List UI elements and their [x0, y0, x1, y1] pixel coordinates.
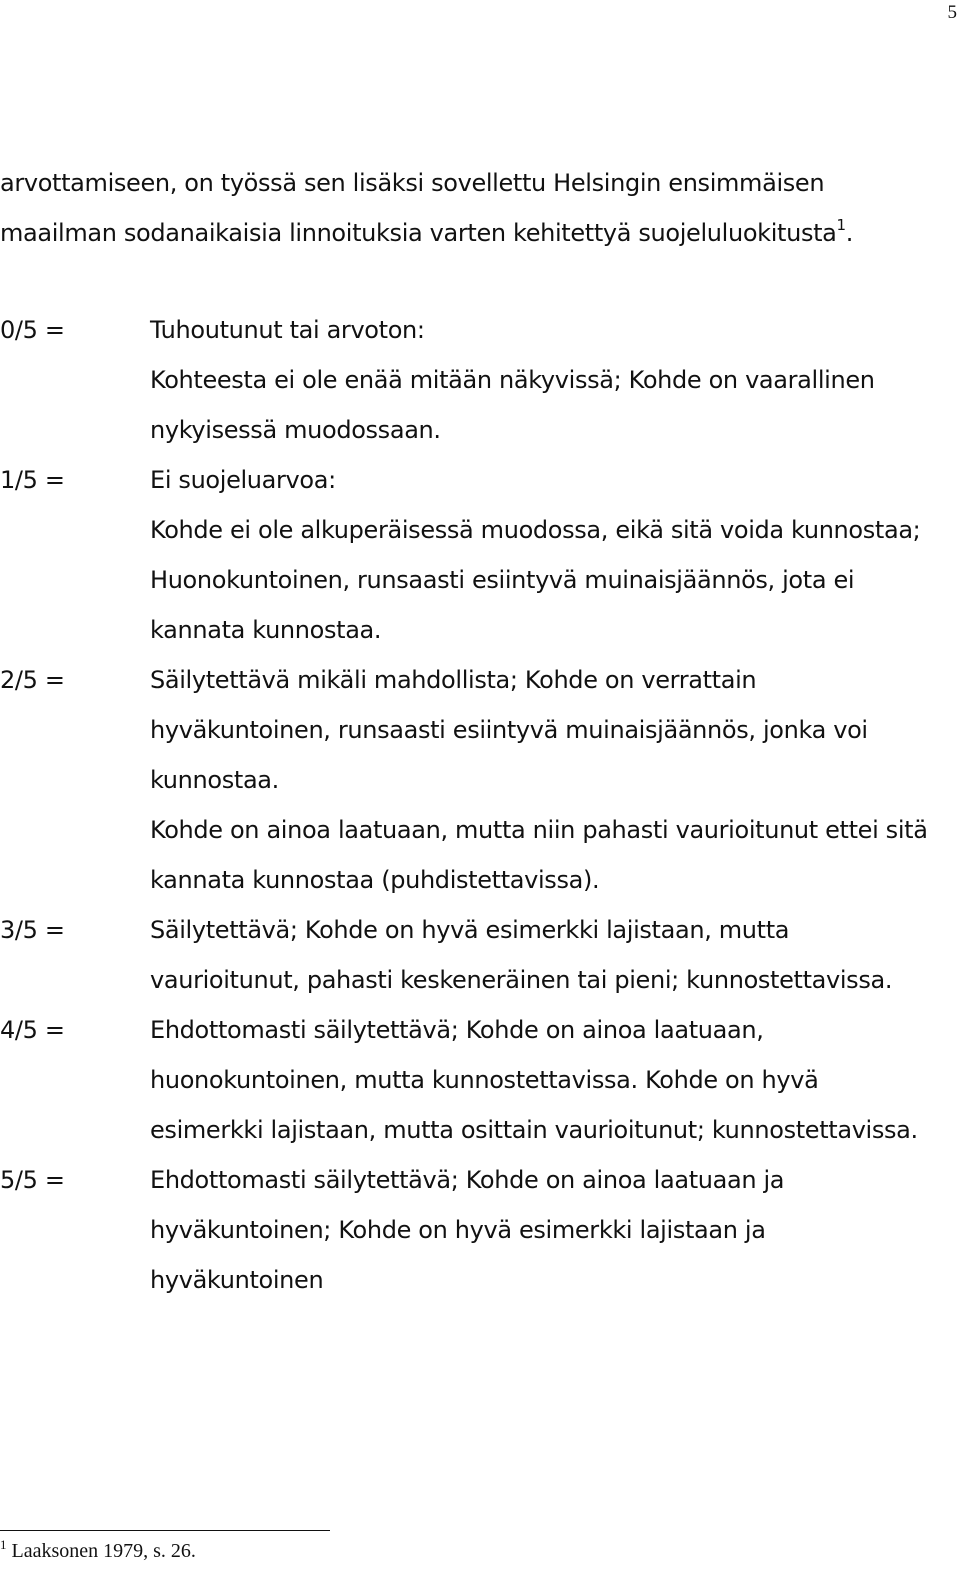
scale-entry-key: 5/5 = — [0, 1166, 65, 1194]
scale-entry-line: Kohde on ainoa laatuaan, mutta niin pahasti vaurioitunut ettei sitä — [150, 816, 928, 844]
intro-paragraph — [0, 158, 950, 258]
scale-entry-line: nykyisessä muodossaan. — [150, 416, 441, 444]
page-number: 5 — [947, 2, 957, 23]
scale-entry — [0, 305, 960, 455]
scale-entry — [0, 655, 960, 905]
scale-entry — [0, 455, 960, 655]
scale-entry-line: huonokuntoinen, mutta kunnostettavissa. Kohde on hyvä — [150, 1066, 819, 1094]
intro-line-end: . — [845, 219, 853, 247]
scale-entry-line: kannata kunnostaa. — [150, 616, 382, 644]
scale-entry-key: 3/5 = — [0, 916, 65, 944]
scale-entry-line: vaurioitunut, pahasti keskeneräinen tai pieni; kunnostettavissa. — [150, 966, 893, 994]
footnote-marker: 1 — [0, 1537, 7, 1552]
protection-scale-list — [0, 305, 960, 1305]
intro-line — [0, 208, 950, 258]
scale-entry-description — [150, 305, 960, 455]
scale-entry-line: Kohteesta ei ole enää mitään näkyvissä; Kohde on vaarallinen — [150, 366, 875, 394]
scale-entry-description — [150, 905, 960, 1005]
scale-entry-line: esimerkki lajistaan, mutta osittain vaurioitunut; kunnostettavissa. — [150, 1116, 918, 1144]
scale-entry — [0, 1005, 960, 1155]
scale-entry-key: 4/5 = — [0, 1016, 65, 1044]
intro-line: arvottamiseen, on työssä sen lisäksi sovellettu Helsingin ensimmäisen — [0, 169, 825, 197]
scale-entry-line: Tuhoutunut tai arvoton: — [150, 316, 425, 344]
scale-entry-line: hyväkuntoinen, runsaasti esiintyvä muinaisjäännös, jonka voi — [150, 716, 868, 744]
scale-entry-description — [150, 1005, 960, 1155]
scale-entry-description — [150, 1155, 960, 1305]
intro-line-text: maailman sodanaikaisia linnoituksia varten kehitettyä suojeluluokitusta — [0, 219, 837, 247]
footnote-separator — [0, 1530, 330, 1531]
scale-entry-line: hyväkuntoinen; Kohde on hyvä esimerkki lajistaan ja — [150, 1216, 766, 1244]
scale-entry-line: Kohde ei ole alkuperäisessä muodossa, eikä sitä voida kunnostaa; — [150, 516, 921, 544]
scale-entry-line: Säilytettävä mikäli mahdollista; Kohde on verrattain — [150, 666, 757, 694]
footnote-text: Laaksonen 1979, s. 26. — [6, 1540, 196, 1562]
scale-entry — [0, 1155, 960, 1305]
scale-entry-line: kunnostaa. — [150, 766, 279, 794]
footnote-reference[interactable]: 1 — [836, 216, 846, 234]
scale-entry-key: 2/5 = — [0, 666, 65, 694]
scale-entry-line: Ehdottomasti säilytettävä; Kohde on ainoa laatuaan ja — [150, 1166, 785, 1194]
scale-entry-key: 1/5 = — [0, 466, 65, 494]
scale-entry-line: Ehdottomasti säilytettävä; Kohde on ainoa laatuaan, — [150, 1016, 764, 1044]
scale-entry-description — [150, 455, 960, 655]
scale-entry-line: Huonokuntoinen, runsaasti esiintyvä muinaisjäännös, jota ei — [150, 566, 855, 594]
scale-entry — [0, 905, 960, 1005]
scale-entry-line: hyväkuntoinen — [150, 1266, 324, 1294]
scale-entry-key: 0/5 = — [0, 316, 65, 344]
scale-entry-description — [150, 655, 960, 905]
scale-entry-line: Ei suojeluarvoa: — [150, 466, 336, 494]
scale-entry-line: Säilytettävä; Kohde on hyvä esimerkki lajistaan, mutta — [150, 916, 790, 944]
scale-entry-line: kannata kunnostaa (puhdistettavissa). — [150, 866, 600, 894]
footnote — [0, 1537, 196, 1563]
